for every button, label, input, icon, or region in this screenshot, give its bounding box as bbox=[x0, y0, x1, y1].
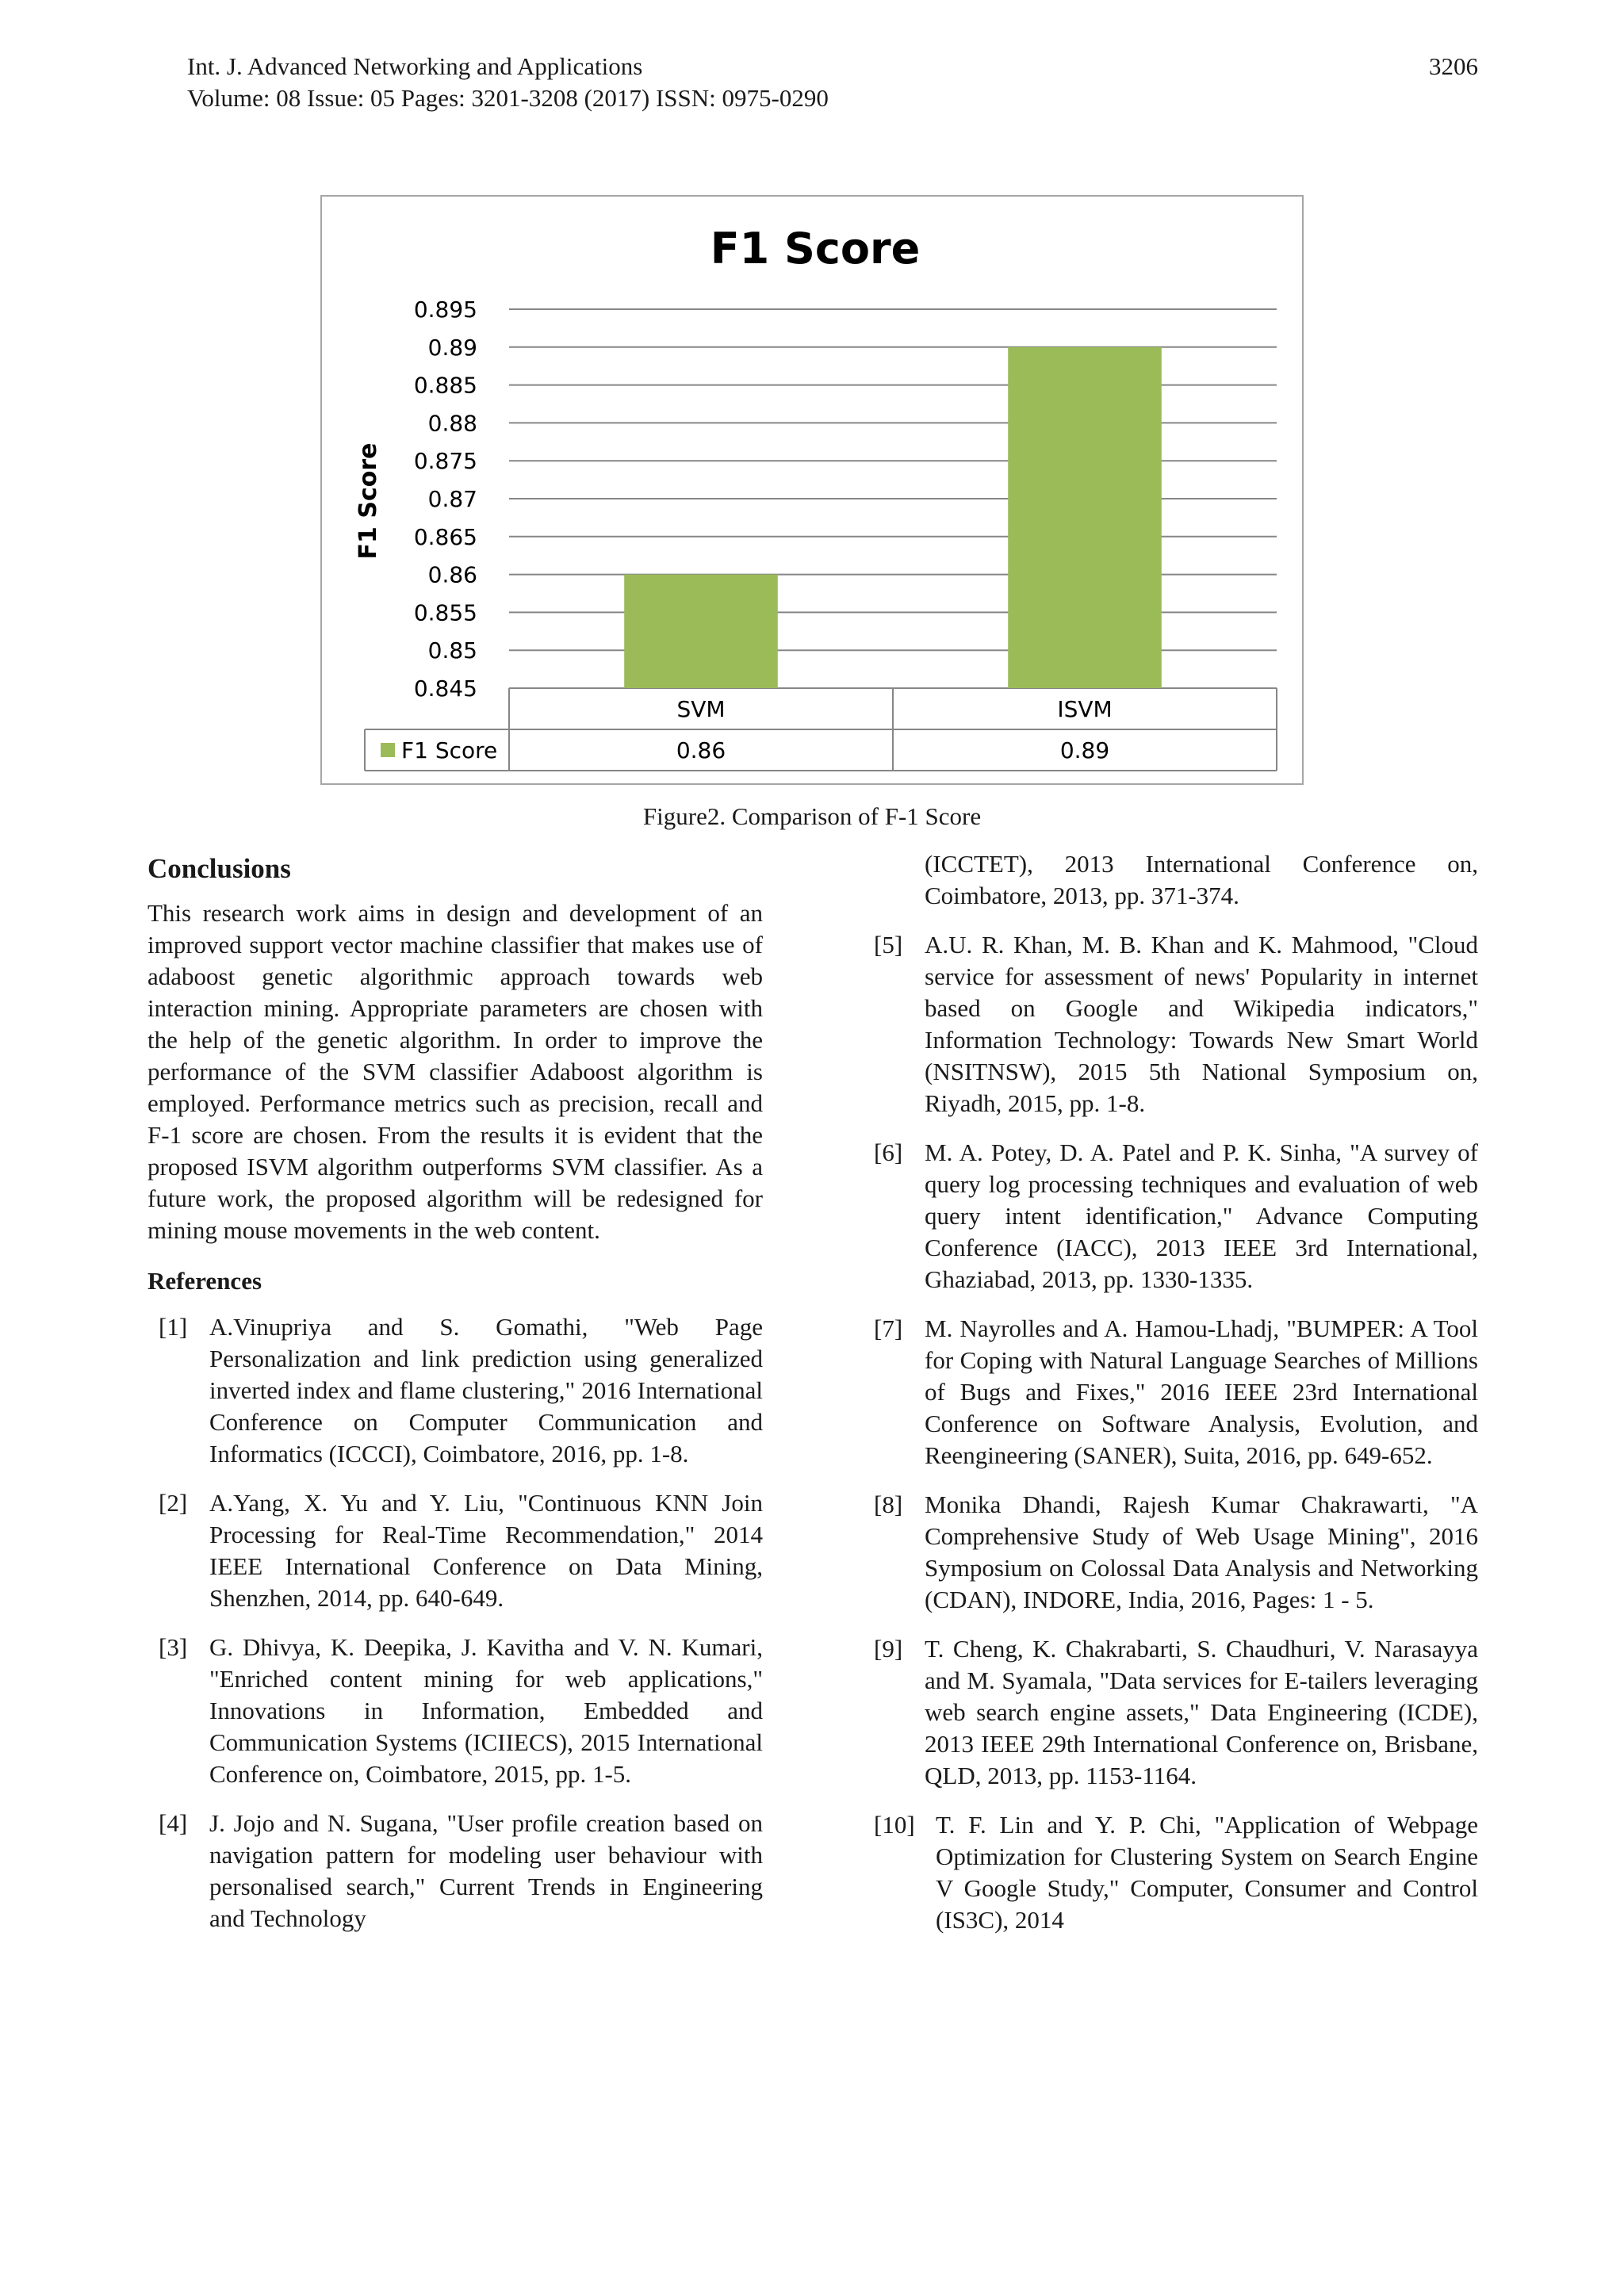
y-tick-label: 0.875 bbox=[413, 448, 477, 475]
reference-text: G. Dhivya, K. Deepika, J. Kavitha and V. N. Kumari, "Enriched content mining for web applications," Innovations in Information, Embedded and Communication Systems (ICIIECS), 2015 International Conference on, Coimbatore, 2015, pp. 1-5. bbox=[209, 1633, 763, 1788]
left-column bbox=[147, 850, 763, 1952]
reference-item bbox=[147, 1487, 763, 1614]
legend-swatch bbox=[381, 743, 395, 757]
y-tick-label: 0.89 bbox=[427, 334, 477, 361]
y-tick-label: 0.845 bbox=[413, 675, 477, 702]
running-header bbox=[187, 51, 829, 114]
reference-text: J. Jojo and N. Sugana, "User profile creation based on navigation pattern for modeling user behaviour with personalised search," Current Trends in Engineering and Technology bbox=[209, 1809, 763, 1932]
f1-score-chart bbox=[320, 195, 1304, 785]
reference-item bbox=[863, 1313, 1478, 1471]
reference-text: A.U. R. Khan, M. B. Khan and K. Mahmood, "Cloud service for assessment of news' Popularity in internet based on Google and Wikipedia indicators," Information Technology: Towards New Smart World (NSITNSW), 2015 5th National Symposium on, Riyadh, 2015, pp. 1-8. bbox=[925, 931, 1478, 1117]
reference-number: [7] bbox=[874, 1314, 903, 1342]
y-tick-labels bbox=[414, 297, 477, 702]
x-category-label: SVM bbox=[676, 696, 726, 722]
reference-number: [4] bbox=[159, 1809, 188, 1837]
y-tick-label: 0.895 bbox=[413, 297, 477, 323]
reference-item bbox=[147, 1311, 763, 1470]
right-column bbox=[863, 848, 1478, 1954]
references-heading: References bbox=[147, 1267, 262, 1295]
figure-caption: Figure2. Comparison of F-1 Score bbox=[642, 802, 982, 830]
reference-text: M. A. Potey, D. A. Patel and P. K. Sinha, "A survey of query log processing techniques and evaluation of web query intent identification," Advance Computing Conference (IACC), 2013 IEEE 3rd International, Ghaziabad, 2013, pp. 1330-1335. bbox=[925, 1138, 1478, 1293]
reference-item bbox=[863, 1137, 1478, 1295]
legend-label: F1 Score bbox=[401, 737, 498, 763]
reference-item bbox=[863, 929, 1478, 1119]
reference-text: T. Cheng, K. Chakrabarti, S. Chaudhuri, V. Narasayya and M. Syamala, "Data services for E-tailers leveraging web search engine assets," Data Engineering (ICDE), 2013 IEEE 29th International Conference on, Brisbane, QLD, 2013, pp. 1153-1164. bbox=[925, 1635, 1478, 1789]
reference-item bbox=[147, 1808, 763, 1934]
reference-number: [2] bbox=[159, 1489, 188, 1517]
chart-canvas bbox=[322, 197, 1305, 786]
journal-name: Int. J. Advanced Networking and Applications bbox=[187, 52, 643, 80]
y-tick-label: 0.88 bbox=[427, 410, 477, 437]
reference-item bbox=[863, 1489, 1478, 1616]
reference-text: T. F. Lin and Y. P. Chi, "Application of Webpage Optimization for Clustering System on Search Engine V Google Study," Computer, Consumer and Control (IS3C), 2014 bbox=[936, 1811, 1478, 1934]
reference-item bbox=[147, 1632, 763, 1790]
y-tick-label: 0.885 bbox=[413, 372, 477, 399]
reference-text: Monika Dhandi, Rajesh Kumar Chakrawarti, "A Comprehensive Study of Web Usage Mining", 2016 Symposium on Colossal Data Analysis and Networking (CDAN), INDORE, India, 2016, Pages: 1 - 5. bbox=[925, 1490, 1478, 1613]
y-tick-label: 0.855 bbox=[413, 599, 477, 626]
reference-text: A.Yang, X. Yu and Y. Liu, "Continuous KNN Join Processing for Real-Time Recommendation," 2014 IEEE International Conference on Data Mining, Shenzhen, 2014, pp. 640-649. bbox=[209, 1489, 763, 1612]
reference-continuation bbox=[863, 848, 1478, 912]
reference-number: [6] bbox=[874, 1138, 903, 1166]
volume-info: Volume: 08 Issue: 05 Pages: 3201-3208 (2017) ISSN: 0975-0290 bbox=[187, 84, 829, 112]
reference-number: [10] bbox=[874, 1811, 915, 1839]
x-category-label: ISVM bbox=[1057, 696, 1113, 722]
reference-number: [3] bbox=[159, 1633, 188, 1661]
reference-number: [8] bbox=[874, 1490, 903, 1518]
reference-continuation-text: (ICCTET), 2013 International Conference on, Coimbatore, 2013, pp. 371-374. bbox=[925, 850, 1478, 909]
y-tick-label: 0.86 bbox=[427, 561, 477, 588]
reference-number: [1] bbox=[159, 1313, 188, 1341]
reference-item bbox=[863, 1809, 1478, 1936]
data-table bbox=[365, 688, 1277, 771]
conclusions-heading: Conclusions bbox=[147, 853, 291, 884]
y-axis-label: F1 Score bbox=[354, 442, 382, 560]
references-list-right bbox=[863, 929, 1478, 1936]
data-table-value: 0.86 bbox=[676, 737, 726, 763]
bar-svm bbox=[624, 575, 778, 688]
bar-isvm bbox=[1008, 347, 1162, 688]
y-tick-label: 0.85 bbox=[427, 637, 477, 664]
page-number: 3206 bbox=[1429, 52, 1478, 80]
reference-number: [5] bbox=[874, 931, 903, 959]
reference-text: A.Vinupriya and S. Gomathi, "Web Page Personalization and link prediction using generalized inverted index and flame clustering," 2016 International Conference on Computer Communication and Informatics (ICCCI), Coimbatore, 2016, pp. 1-8. bbox=[209, 1313, 763, 1468]
y-tick-label: 0.865 bbox=[413, 523, 477, 550]
conclusions-paragraph: This research work aims in design and development of an improved support vector machine classifier that makes use of adaboost genetic algorithmic approach towards web interaction mining. Appropriate parameters are chosen with the help of the genetic algorithm. In order to improve the performance of the SVM classifier Adaboost algorithm is employed. Performance metrics such as precision, recall and F-1 score are chosen. From the results it is evident that the proposed ISVM algorithm outperforms SVM classifier. As a future work, the proposed algorithm will be redesigned for mining mouse movements in the web content. bbox=[147, 899, 763, 1244]
y-tick-label: 0.87 bbox=[427, 486, 477, 512]
data-table-value: 0.89 bbox=[1059, 737, 1110, 763]
bars bbox=[624, 347, 1162, 688]
reference-text: M. Nayrolles and A. Hamou-Lhadj, "BUMPER: A Tool for Coping with Natural Language Searches of Millions of Bugs and Fixes," 2016 IEEE 23rd International Conference on Software Analysis, Evolution, and Reengineering (SANER), Suita, 2016, pp. 649-652. bbox=[925, 1314, 1478, 1469]
chart-title: F1 Score bbox=[710, 224, 921, 274]
reference-item bbox=[863, 1633, 1478, 1792]
references-list-left bbox=[147, 1311, 763, 1934]
reference-number: [9] bbox=[874, 1635, 903, 1663]
